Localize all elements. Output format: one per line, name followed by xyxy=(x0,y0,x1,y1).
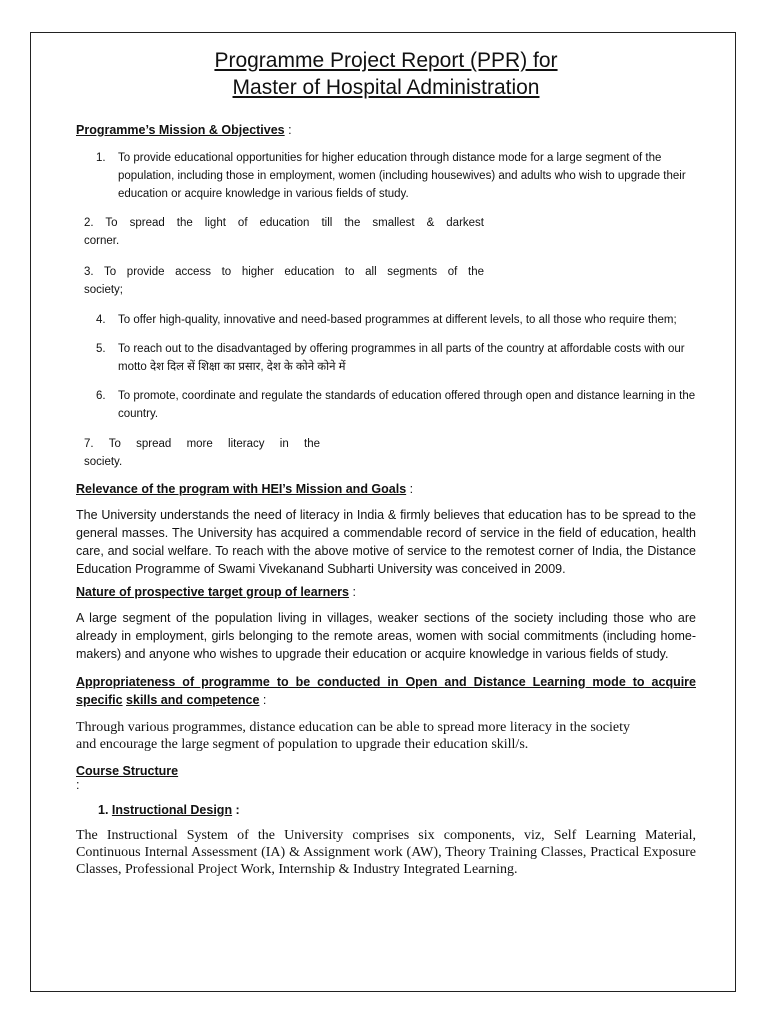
appropriateness-line-1: Through various programmes, distance education can be able to spread more literacy in the society xyxy=(76,720,630,735)
instructional-design-paragraph: The Instructional System of the University comprises six components, viz, Self Learning Material, Continuous Internal Assessment (IA) & Assignment work (AW), Theory Training Classes, Practical Exposure Classes, Professional Project Work, Internship & Industry Integrated Learning. xyxy=(76,828,696,877)
objective-number: 7. xyxy=(84,438,94,450)
appropriateness-heading-text: Appropriateness of programme to be conducted in Open and Distance Learning mode to acquire specific xyxy=(76,675,696,707)
objective-number: 1. xyxy=(96,152,106,164)
mission-heading-colon: : xyxy=(284,123,292,137)
title-line-1: Programme Project Report (PPR) for xyxy=(214,49,558,72)
objective-item-1 xyxy=(76,149,696,203)
relevance-heading xyxy=(76,482,696,496)
nature-heading-text: Nature of prospective target group of learners xyxy=(76,585,349,599)
nature-heading xyxy=(76,585,696,599)
appropriateness-paragraph xyxy=(76,719,696,753)
objective-text: To spread the light of education till the smallest & darkest xyxy=(105,217,484,229)
objective-item-7 xyxy=(76,435,696,471)
objective-text: To spread more literacy in the xyxy=(108,438,320,450)
document-title xyxy=(76,47,696,101)
objective-number: 4. xyxy=(96,314,106,326)
nature-heading-colon: : xyxy=(348,585,356,599)
objective-number: 5. xyxy=(96,343,106,355)
instructional-design-colon: : xyxy=(232,803,240,817)
course-structure-heading xyxy=(76,764,696,778)
objective-text: To reach out to the disadvantaged by offering programmes in all parts of the country at affordable costs with our motto देश दिल सें शिक्षा का प्रसार, देश के कोने कोने में xyxy=(118,343,685,373)
instructional-design-heading-text: Instructional Design xyxy=(111,803,233,817)
objective-item-2 xyxy=(76,214,696,250)
page-content xyxy=(76,33,696,878)
relevance-paragraph: The University understands the need of literacy in India & firmly believes that education has to be spread to the general masses. The University has acquired a commendable record of service in the field of education, health care, and social welfare. To reach with the above motive of service to the remotest corner of India, the Distance Education Programme of Swami Vivekanand Subharti University was conceived in 2009. xyxy=(76,508,696,576)
objective-number: 6. xyxy=(96,390,106,402)
relevance-heading-text: Relevance of the program with HEI’s Mission and Goals xyxy=(76,482,407,496)
mission-heading-text: Programme’s Mission & Objectives xyxy=(76,123,285,137)
appropriateness-heading xyxy=(76,673,696,709)
appropriateness-heading-colon: : xyxy=(259,693,267,707)
objective-text-line-1 xyxy=(84,214,484,232)
title-line-2: Master of Hospital Administration xyxy=(232,76,540,99)
objective-item-3 xyxy=(76,263,696,299)
objective-text: To promote, coordinate and regulate the standards of education offered through open and distance learning in the country. xyxy=(118,390,696,420)
objective-text-line-2: corner. xyxy=(84,235,120,247)
objective-text-line-1 xyxy=(84,435,320,453)
objective-text-line-1 xyxy=(84,263,484,281)
objective-text: To offer high-quality, innovative and need-based programmes at different levels, to all those who require them; xyxy=(118,314,677,326)
objective-number: 2. xyxy=(84,217,94,229)
appropriateness-line-2: and encourage the large segment of population to upgrade their education skill/s. xyxy=(76,737,529,752)
course-structure-heading-text: Course Structure xyxy=(76,764,179,778)
objective-item-6 xyxy=(76,387,696,423)
appropriateness-heading-text-2: skills and competence xyxy=(126,693,260,707)
nature-paragraph: A large segment of the population living in villages, weaker sections of the society including those who are already in employment, girls belonging to the remote areas, women with social commitments (including home- makers) and anyone who wishes to upgrade their education or acquire knowledge in various fields of study. xyxy=(76,611,696,661)
instructional-design-number: 1. xyxy=(98,803,109,817)
objective-text: To provide access to higher education to all segments of the xyxy=(104,266,484,278)
mission-heading xyxy=(76,123,696,137)
objectives-list xyxy=(76,149,696,471)
objective-text-line-2: society; xyxy=(84,284,123,296)
document-page xyxy=(30,32,736,992)
instructional-design-heading xyxy=(98,803,696,817)
objective-text-line-2: society. xyxy=(84,456,123,468)
course-structure-colon: : xyxy=(76,778,80,792)
relevance-heading-colon: : xyxy=(406,482,414,496)
objective-number: 3. xyxy=(84,266,94,278)
objective-item-4 xyxy=(76,311,696,329)
objective-item-5 xyxy=(76,340,696,376)
objective-text: To provide educational opportunities for higher education through distance mode for a large segment of the population, including those in employment, women (including housewives) and adults who wish to upgrade their education or acquire knowledge in various fields of study. xyxy=(118,152,686,200)
